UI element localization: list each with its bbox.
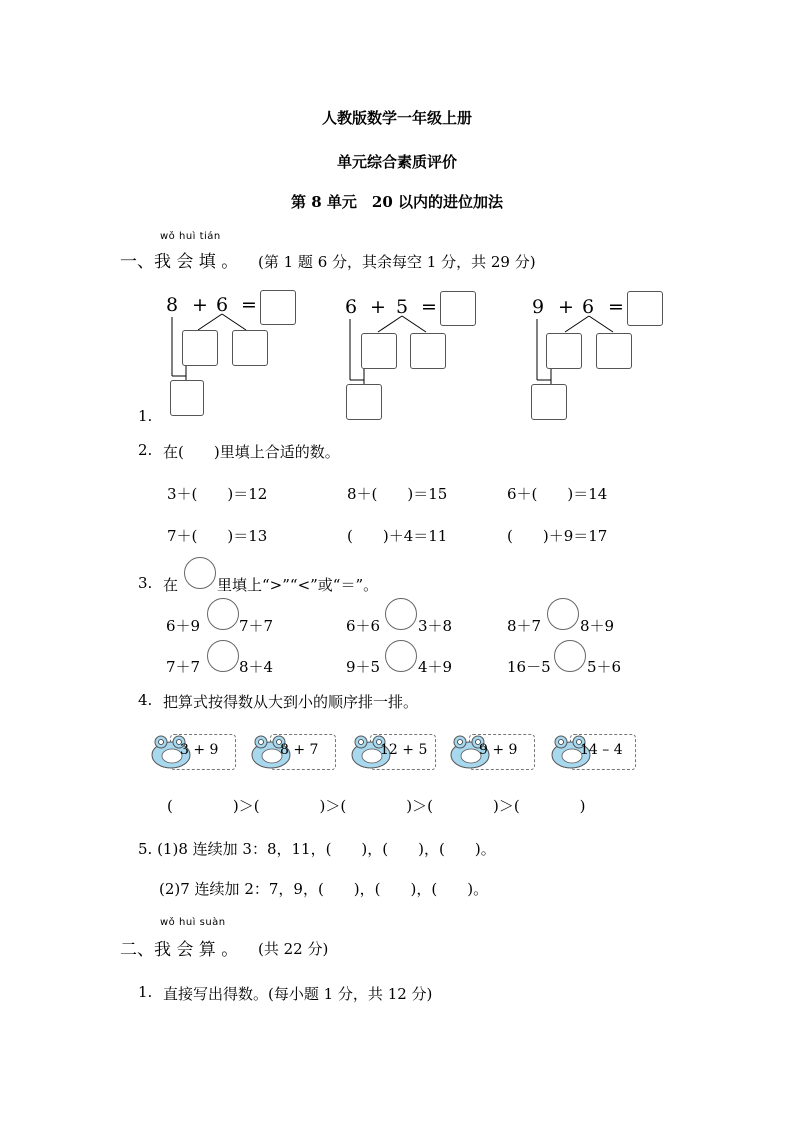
q2-item[interactable]: ( )＋4＝11 bbox=[347, 527, 448, 545]
addend-a: 9 bbox=[532, 296, 545, 318]
section1-score: (第 1 题 6 分，其余每空 1 分，共 29 分) bbox=[258, 253, 536, 271]
compare-right: 5＋6 bbox=[587, 658, 622, 676]
expression-card[interactable] bbox=[150, 733, 236, 771]
addend-a: 6 bbox=[345, 296, 358, 318]
addend-b: 5 bbox=[396, 296, 409, 318]
page-subtitle: 单元综合素质评价 bbox=[336, 153, 457, 171]
compare-circle[interactable] bbox=[207, 598, 239, 630]
expression-card[interactable] bbox=[250, 733, 336, 771]
expression-card[interactable] bbox=[449, 733, 535, 771]
q1-number: 1. bbox=[138, 407, 153, 425]
q2-item[interactable]: 3＋( )＝12 bbox=[167, 485, 268, 503]
equals-sign: = bbox=[241, 294, 257, 316]
compare-circle[interactable] bbox=[385, 598, 417, 630]
q2-item[interactable]: 8＋( )＝15 bbox=[347, 485, 448, 503]
split-box-right[interactable] bbox=[410, 333, 446, 369]
page-title: 人教版数学一年级上册 bbox=[321, 109, 472, 127]
split-box-right[interactable] bbox=[232, 330, 268, 366]
compare-left: 8＋7 bbox=[507, 617, 542, 635]
split-box-left[interactable] bbox=[546, 333, 582, 369]
compare-right: 8＋4 bbox=[239, 658, 274, 676]
compare-circle[interactable] bbox=[554, 640, 586, 672]
compare-circle[interactable] bbox=[547, 598, 579, 630]
expression-text: 12 + 5 bbox=[380, 742, 428, 758]
q2-item[interactable]: 7＋( )＝13 bbox=[167, 527, 268, 545]
sum-box[interactable] bbox=[346, 384, 382, 420]
equals-sign: = bbox=[608, 296, 624, 318]
q5-line2[interactable]: (2)7 连续加 2：7，9，( )，( )，( )。 bbox=[159, 880, 489, 898]
expression-card[interactable] bbox=[550, 733, 636, 771]
q2-number: 2. bbox=[138, 441, 153, 459]
section1-title: 一、我 会 填 。 bbox=[120, 252, 239, 272]
plus-sign: + bbox=[370, 296, 386, 318]
plus-sign: + bbox=[558, 296, 574, 318]
addend-b: 6 bbox=[216, 294, 229, 316]
section2-score: (共 22 分) bbox=[258, 940, 329, 958]
addend-b: 6 bbox=[582, 296, 595, 318]
addend-a: 8 bbox=[166, 294, 179, 316]
section2-title: 二、我 会 算 。 bbox=[120, 940, 239, 960]
split-box-left[interactable] bbox=[361, 333, 397, 369]
compare-right: 7＋7 bbox=[239, 617, 274, 635]
q4-answer-line[interactable]: ( )＞( )＞( )＞( )＞( ) bbox=[167, 797, 586, 815]
compare-circle[interactable] bbox=[207, 640, 239, 672]
q2-prompt: 在( )里填上合适的数。 bbox=[163, 443, 340, 461]
compare-left: 16－5 bbox=[507, 658, 551, 676]
compare-left: 6＋9 bbox=[166, 617, 201, 635]
compare-right: 3＋8 bbox=[418, 617, 453, 635]
section2-pinyin: wǒ huì suàn bbox=[160, 917, 226, 928]
sum-box[interactable] bbox=[170, 380, 204, 416]
split-box-right[interactable] bbox=[596, 333, 632, 369]
compare-right: 8＋9 bbox=[580, 617, 615, 635]
q2-item[interactable]: ( )＋9＝17 bbox=[507, 527, 608, 545]
compare-left: 6＋6 bbox=[346, 617, 381, 635]
q3-prompt-post: 里填上“>”“<”或“＝”。 bbox=[217, 576, 379, 594]
s2q1-prompt: 直接写出得数。(每小题 1 分，共 12 分) bbox=[163, 985, 433, 1003]
q5-line1[interactable]: 5. (1)8 连续加 3：8，11，( )，( )，( )。 bbox=[138, 840, 496, 858]
compare-left: 9＋5 bbox=[346, 658, 381, 676]
compare-left: 7＋7 bbox=[166, 658, 201, 676]
compare-right: 4＋9 bbox=[418, 658, 453, 676]
expression-card[interactable] bbox=[350, 733, 436, 771]
expression-text: 9 + 9 bbox=[479, 742, 518, 758]
q3-number: 3. bbox=[138, 574, 153, 592]
expression-text: 8 + 7 bbox=[280, 742, 319, 758]
q4-prompt: 把算式按得数从大到小的顺序排一排。 bbox=[163, 693, 419, 711]
expression-text: 3 + 9 bbox=[180, 742, 219, 758]
equals-sign: = bbox=[421, 296, 437, 318]
q4-number: 4. bbox=[138, 691, 153, 709]
q3-prompt-pre: 在 bbox=[163, 576, 179, 594]
sum-box[interactable] bbox=[531, 384, 567, 420]
split-box-left[interactable] bbox=[182, 330, 218, 366]
compare-circle[interactable] bbox=[385, 640, 417, 672]
compare-circle-icon bbox=[184, 557, 216, 589]
s2q1-number: 1. bbox=[138, 983, 153, 1001]
plus-sign: + bbox=[192, 294, 208, 316]
expression-text: 14 – 4 bbox=[580, 742, 623, 758]
section1-pinyin: wǒ huì tián bbox=[160, 231, 221, 242]
q2-item[interactable]: 6＋( )＝14 bbox=[507, 485, 608, 503]
unit-title: 第 8 单元 20 以内的进位加法 bbox=[291, 193, 503, 211]
